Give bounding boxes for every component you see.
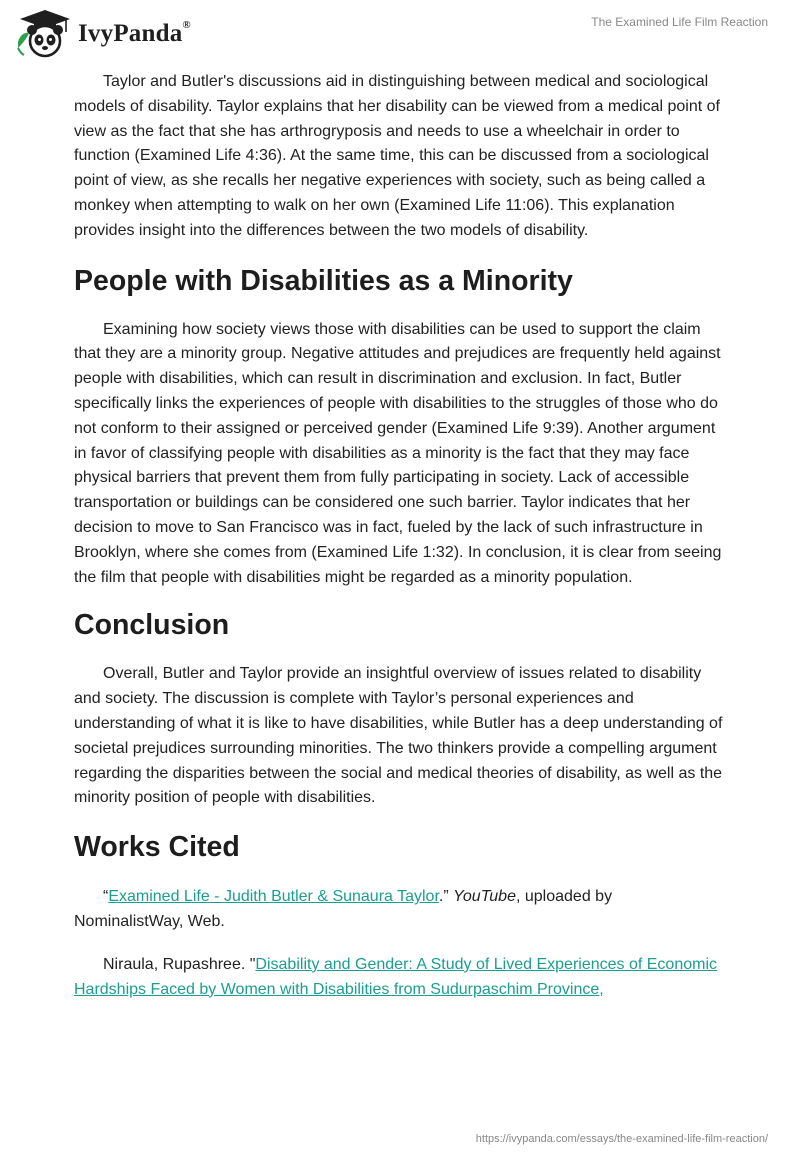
page-header [0, 0, 800, 70]
document-title: The Examined Life Film Reaction [591, 15, 768, 29]
citation-link-disability-gender[interactable]: Disability and Gender: A Study of Lived Experiences of Economic Hardships Faced by Women with Disabilities from Sudurpaschim Province, [74, 955, 718, 998]
paragraph-conclusion: Overall, Butler and Taylor provide an insightful overview of issues related to disability and society. The discussion is complete with Taylor’s personal experiences and understanding of what it is like to have disabilities, while Butler has a deep understanding of societal prejudices surrounding minorities. The two thinkers provide a compelling argument regarding the disparities between the social and medical theories of disability, as well as the minority position of people with disabilities. [74, 665, 723, 807]
citation-youtube: “Examined Life - Judith Butler & Sunaura Taylor.” YouTube, uploaded by NominalistWay, Web. [74, 888, 613, 930]
essay-content [74, 70, 724, 1002]
citation-source: YouTube [453, 888, 516, 906]
brand-name: IvyPanda® [78, 18, 191, 47]
paragraph-models-of-disability: Taylor and Butler's discussions aid in distinguishing between medical and sociological models of disability. Taylor explains that her disability can be viewed from a medical point of view as the fact that she has arthrogryposis and needs to use a wheelchair in order to function (Examined Life 4:36). At the same time, this can be discussed from a sociological point of view, as she recalls her negative experiences with society, such as being called a monkey when attempting to walk on her own (Examined Life 11:06). This explanation provides insight into the differences between the two models of disability. [74, 73, 720, 239]
paragraph-minority: Examining how society views those with disabilities can be used to support the claim that they are a minority group. Negative attitudes and prejudices are frequently held against people with disabilities, which can result in discrimination and exclusion. In fact, Butler specifically links the experiences of people with disabilities to the struggles of those who do not conform to their assigned or perceived gender (Examined Life 9:39). Another argument in favor of classifying people with disabilities as a minority is the fact that they may face physical barriers that prevent them from fully participating in society. Lack of accessible transportation or buildings can be considered one such barrier. Taylor indicates that her decision to move to San Francisco was in fact, fueled by the lack of such infrastructure in Brooklyn, where she comes from (Examined Life 1:32). In conclusion, it is clear from seeing the film that people with disabilities might be regarded as a minority population. [74, 320, 722, 586]
heading-works-cited: Works Cited [74, 831, 240, 864]
citation-link-examined-life[interactable]: Examined Life - Judith Butler & Sunaura Taylor [108, 888, 439, 906]
heading-conclusion: Conclusion [74, 609, 230, 642]
citation-niraula: Niraula, Rupashree. "Disability and Gender: A Study of Lived Experiences of Economic Hardships Faced by Women with Disabilities from Sudurpaschim Province, [74, 955, 718, 998]
panda-graduate-icon [14, 8, 76, 60]
ivypanda-logo[interactable] [14, 8, 191, 60]
heading-minority: People with Disabilities as a Minority [74, 264, 573, 297]
footer-url: https://ivypanda.com/essays/the-examined-life-film-reaction/ [475, 1133, 768, 1145]
